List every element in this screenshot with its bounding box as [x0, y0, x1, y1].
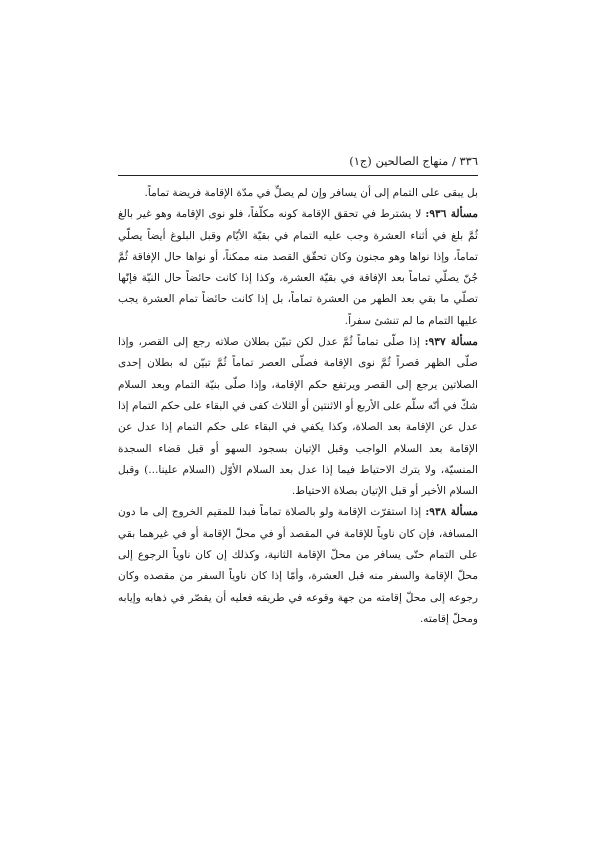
running-header — [118, 150, 478, 172]
issue-label: مسألة ٩٣٧: — [424, 336, 478, 349]
page-body — [118, 183, 478, 630]
paragraph-issue-938 — [118, 502, 478, 630]
paragraph-text: إذا استقرّت الإقامة ولو بالصلاة تماماً فبدا للمقيم الخروج إلى ما دون المسافة، فإن كان ناوياً للإقامة في المقصد أو في محلّ الإقامة أو في غيرهما بقي على التمام حتّى يسافر من محلّ الإقامة الثانية، وكذلك إن كان ناوياً الرجوع إلى محلّ الإقامة والسفر منه قبل العشرة، وأمّا إذا كان ناوياً السفر من مقصده وكان رجوعه إلى محلّ إقامته من جهة وقوعه في طريقه فعليه أن يقصّر في ذهابه وإيابه ومحلّ إقامته. — [118, 506, 478, 625]
paragraph-continuation — [118, 183, 478, 204]
issue-label: مسألة ٩٣٦: — [425, 208, 478, 221]
paragraph-issue-937 — [118, 332, 478, 502]
book-title: منهاج الصالحين (ج١) — [349, 154, 449, 168]
paragraph-issue-936 — [118, 204, 478, 332]
issue-label: مسألة ٩٣٨: — [425, 506, 478, 519]
paragraph-text: بل يبقى على التمام إلى أن يسافر وإن لم يصلِّ في مدّة الإقامة فريضة تماماً. — [144, 187, 478, 199]
paragraph-text: لا يشترط في تحقق الإقامة كونه مكلّفاً، فلو نوى الإقامة وهو غير بالغ ثُمَّ بلغ في أثناء العشرة وجب عليه التمام في بقيّة الأيّام وقبل البلوغ أيضاً يصلّي تماماً، وإذا نواها وهو مجنون وكان تحقّق القصد منه ممكناً، أو نواها حال الإفاقة ثُمَّ جُنّ يصلّي تماماً بعد الإفاقة في بقيّة العشرة، وكذا إذا كانت حائضاً حال النيّة فإنّها تصلّي ما بقي بعد الطهر من العشرة تماماً، بل إذا كانت حائضاً تمام العشرة يجب عليها التمام ما لم تنشئ سفراً. — [118, 208, 478, 327]
header-divider — [118, 175, 478, 176]
paragraph-text: إذا صلّى تماماً ثُمَّ عدل لكن تبيّن بطلان صلاته رجع إلى القصر، وإذا صلّى الظهر قصراً ثُمَّ نوى الإقامة فصلّى العصر تماماً ثُمَّ تبيّن له بطلان إحدى الصلاتين يرجع إلى القصر ويرتفع حكم الإقامة، وإذا صلّى بنيّة التمام وبعد السلام شكّ في أنّه سلّم على الأربع أو الاثنتين أو الثلاث كفى في البقاء على حكم التمام إذا عدل عن الإقامة بعد الصلاة، وكذا يكفي في البقاء على حكم التمام إذا عدل عن الإقامة بعد السلام الواجب وقبل الإتيان بسجود السهو أو قبل قضاء السجدة المنسيّة، ولا يترك الاحتياط فيما إذا عدل بعد السلام الأوّل (السلام علينا...) وقبل السلام الأخير أو قبل الإتيان بصلاة الاحتياط. — [118, 336, 478, 498]
page-number: ٣٣٦ — [459, 154, 478, 168]
header-separator: / — [451, 154, 456, 168]
